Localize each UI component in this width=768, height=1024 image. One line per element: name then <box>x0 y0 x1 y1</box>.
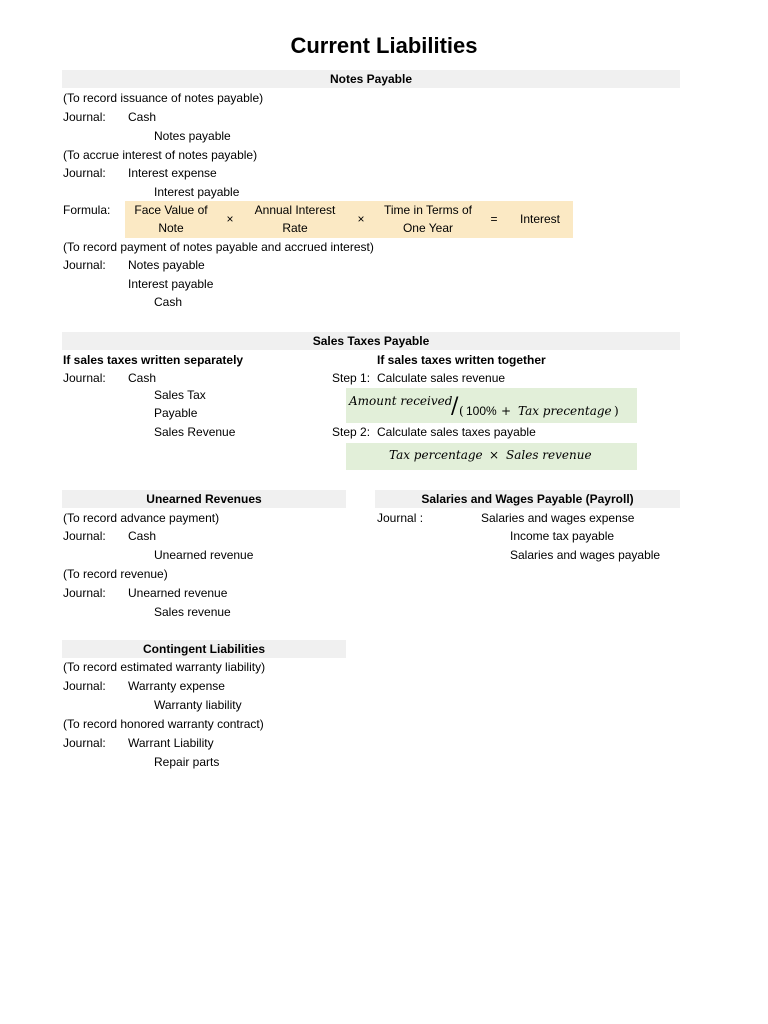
formula-close-paren: ) <box>614 404 619 418</box>
formula-plus: + <box>501 404 512 418</box>
journal-label: Journal: <box>63 110 106 124</box>
formula-numerator: Amount received <box>349 394 453 408</box>
journal-label: Journal: <box>63 586 106 600</box>
formula-times-operator: × <box>226 212 234 226</box>
step-label: Step 1: <box>332 371 371 385</box>
journal-debit-entry: Cash <box>128 529 157 543</box>
sales-tax-together-heading: If sales taxes written together <box>377 353 546 367</box>
journal-credit-entry: Repair parts <box>154 755 220 769</box>
formula-rate-line2: Rate <box>282 221 308 235</box>
formula-interest-rate <box>243 201 347 237</box>
journal-label: Journal : <box>377 511 424 525</box>
formula-time-line2: One Year <box>402 221 454 235</box>
formula-tax-percentage: Tax percentage <box>389 448 483 462</box>
journal-credit-entry: Payable <box>154 406 198 420</box>
formula-open-paren: ( <box>459 404 464 418</box>
journal-debit-entry: Notes payable <box>128 258 205 272</box>
journal-debit-entry: Interest payable <box>128 277 214 291</box>
journal-label: Journal: <box>63 529 106 543</box>
formula-equals-operator: = <box>490 212 498 226</box>
sales-tax-separate-heading: If sales taxes written separately <box>63 353 244 367</box>
unearned-advance-description: (To record advance payment) <box>63 511 220 525</box>
journal-debit-entry: Salaries and wages expense <box>481 511 635 525</box>
journal-label: Journal: <box>63 371 106 385</box>
step-description: Calculate sales revenue <box>377 371 506 385</box>
journal-label: Journal: <box>63 736 106 750</box>
formula-sales-revenue: Sales revenue <box>506 448 592 462</box>
journal-credit-entry: Sales revenue <box>154 605 231 619</box>
formula-face-value-line2: Note <box>158 221 184 235</box>
notes-payment-description: (To record payment of notes payable and accrued interest) <box>63 240 374 254</box>
journal-debit-entry: Cash <box>128 110 157 124</box>
section-header-contingent-liabilities: Contingent Liabilities <box>62 640 346 658</box>
section-header-unearned-revenues: Unearned Revenues <box>62 490 346 508</box>
formula-fraction-slash: / <box>451 394 459 419</box>
journal-debit-entry: Unearned revenue <box>128 586 228 600</box>
formula-percent: 100% <box>466 404 497 418</box>
formula-times-operator: × <box>357 212 365 226</box>
interest-formula-box <box>125 201 573 238</box>
journal-credit-entry: Cash <box>154 295 183 309</box>
formula-face-value <box>125 201 217 237</box>
journal-credit-entry: Salaries and wages payable <box>510 548 661 562</box>
journal-label: Journal: <box>63 166 106 180</box>
journal-debit-entry: Warranty expense <box>128 679 225 693</box>
section-header-sales-taxes: Sales Taxes Payable <box>62 332 680 350</box>
contingent-honored-description: (To record honored warranty contract) <box>63 717 264 731</box>
journal-debit-entry: Warrant Liability <box>128 736 214 750</box>
notes-issue-description: (To record issuance of notes payable) <box>63 91 264 105</box>
journal-credit-entry: Notes payable <box>154 129 231 143</box>
formula-denominator-term: Tax precentage <box>518 404 612 418</box>
formula-time-term <box>373 201 483 237</box>
formula-face-value-line1: Face Value of <box>134 203 208 217</box>
sales-revenue-formula-box <box>346 388 637 423</box>
unearned-revenue-description: (To record revenue) <box>63 567 168 581</box>
journal-credit-entry: Sales Tax <box>154 388 206 402</box>
journal-credit-entry: Sales Revenue <box>154 425 236 439</box>
page-title: Current Liabilities <box>290 33 478 58</box>
journal-credit-entry: Unearned revenue <box>154 548 254 562</box>
journal-credit-entry: Warranty liability <box>154 698 242 712</box>
journal-label: Journal: <box>63 258 106 272</box>
step-label: Step 2: <box>332 425 371 439</box>
formula-time-line1: Time in Terms of <box>383 203 473 217</box>
formula-times-operator: × <box>489 448 500 462</box>
formula-rate-line1: Annual Interest <box>254 203 336 217</box>
notes-accrue-description: (To accrue interest of notes payable) <box>63 148 258 162</box>
step-description: Calculate sales taxes payable <box>377 425 536 439</box>
journal-debit-entry: Interest expense <box>128 166 217 180</box>
section-header-payroll: Salaries and Wages Payable (Payroll) <box>375 490 680 508</box>
formula-result: Interest <box>519 212 561 226</box>
journal-debit-entry: Cash <box>128 371 157 385</box>
journal-label: Journal: <box>63 679 106 693</box>
section-header-notes-payable: Notes Payable <box>62 70 680 88</box>
journal-credit-entry: Income tax payable <box>510 529 615 543</box>
contingent-estimate-description: (To record estimated warranty liability) <box>63 660 266 674</box>
formula-label: Formula: <box>63 203 111 217</box>
sales-tax-formula-box <box>346 443 637 470</box>
journal-credit-entry: Interest payable <box>154 185 240 199</box>
